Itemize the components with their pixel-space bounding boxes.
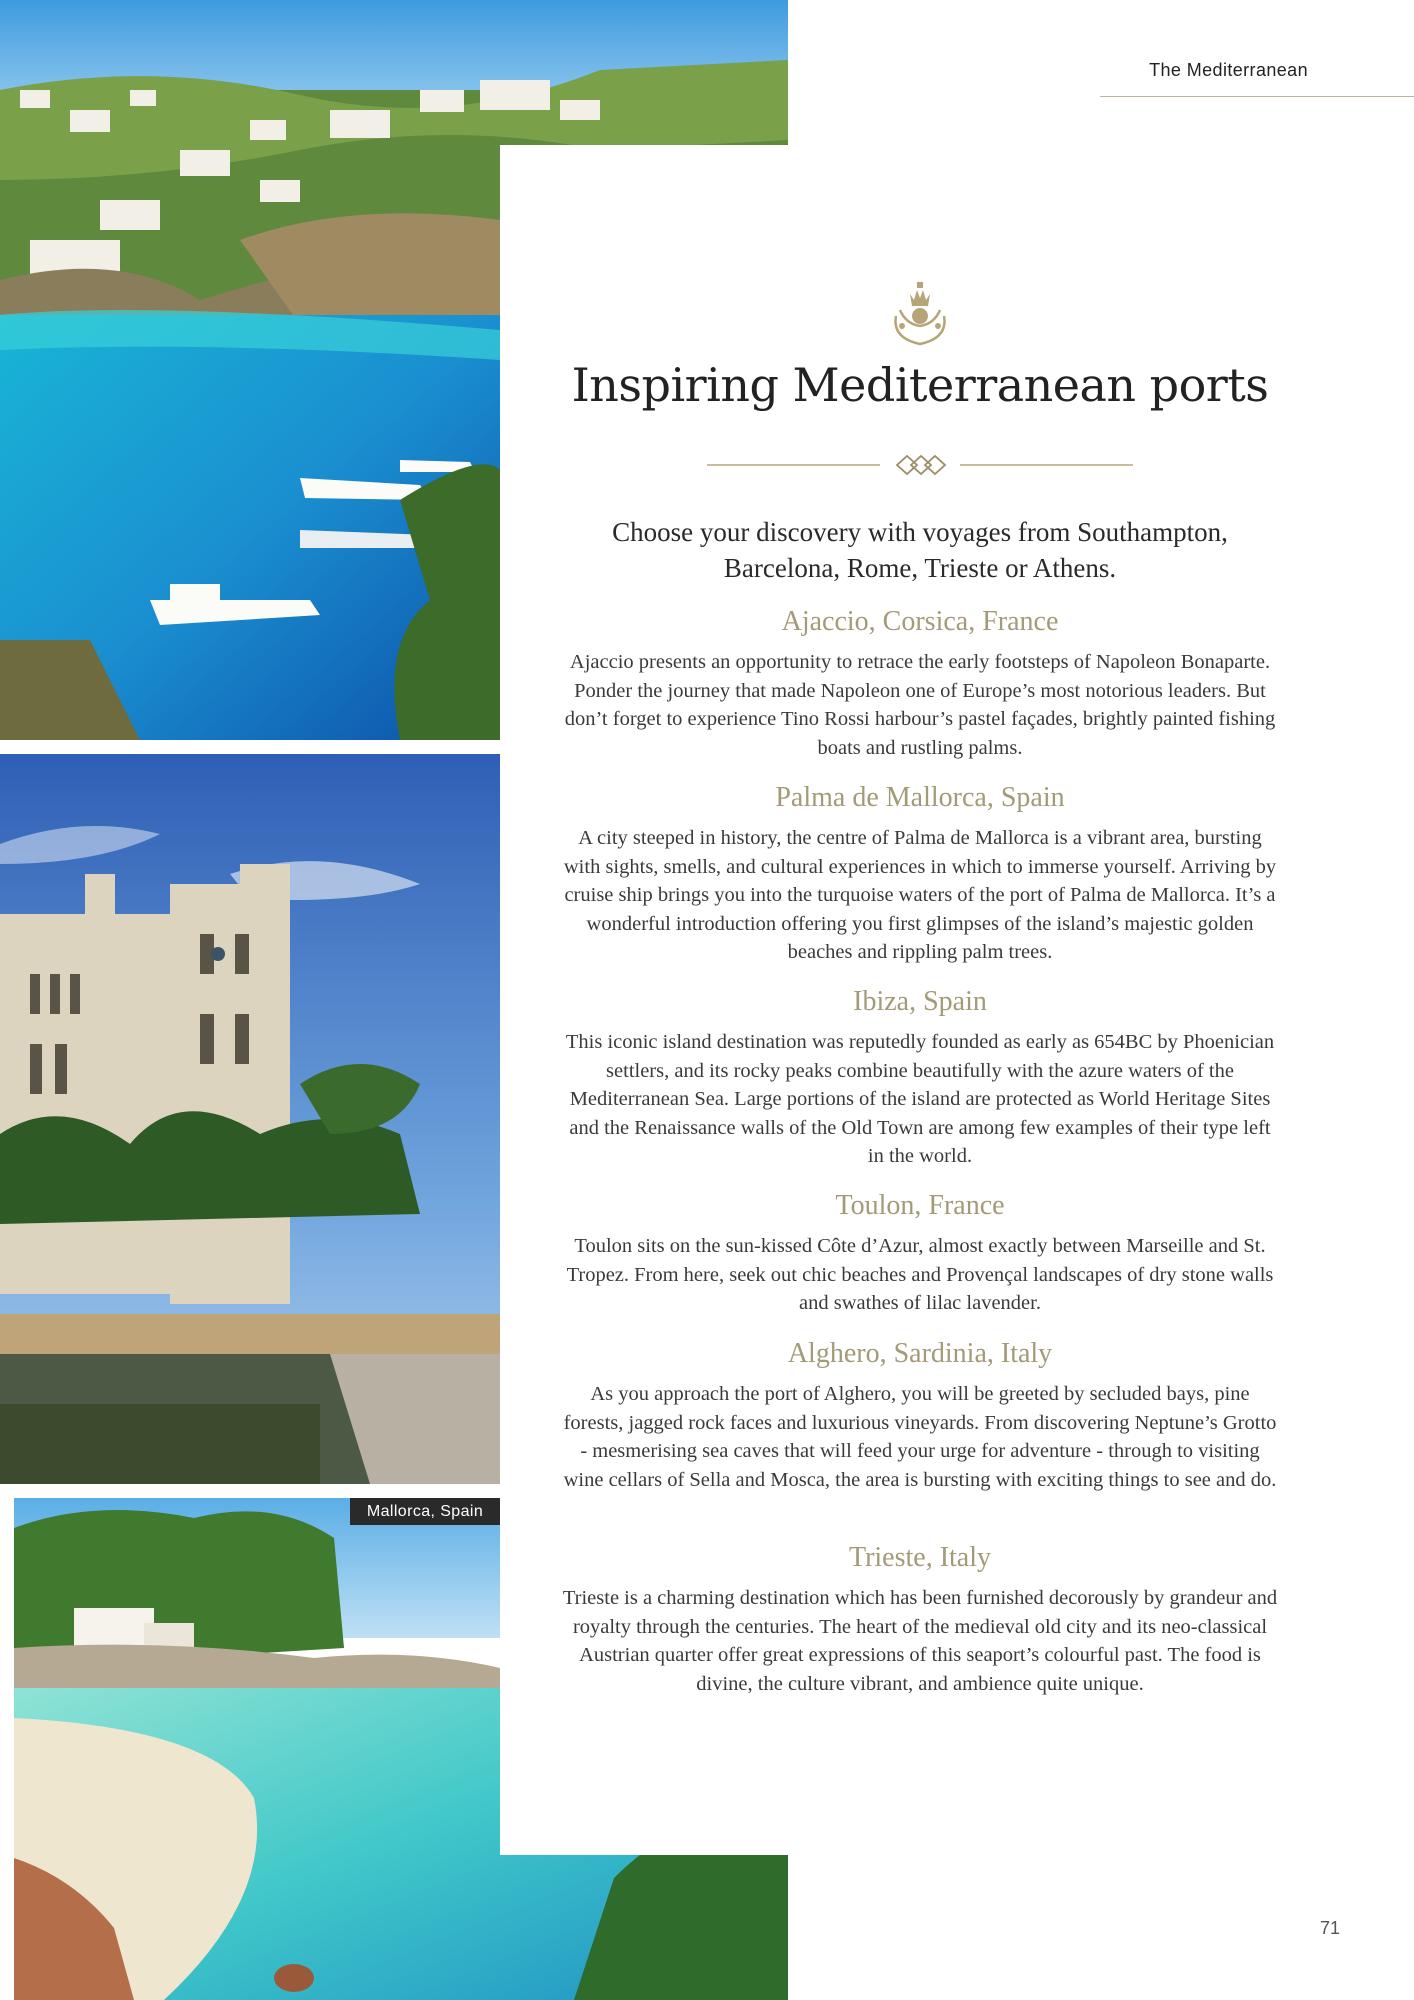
- port-description: Trieste is a charming destination which has been furnished decorously by grandeur and royalty through the centuries. The heart of the medieval old city and its neo-classical Austrian quarter offer great expressions of this seaport’s colourful past. The food is divine, the culture vibrant, and ambience quite unique.: [562, 1587, 1278, 1695]
- castle-photo: [0, 754, 500, 1484]
- port-toulon: [560, 1190, 1280, 1318]
- crest-icon: [884, 280, 956, 350]
- port-heading: Toulon, France: [835, 1190, 1005, 1221]
- page-title: Inspiring Mediterranean ports: [571, 358, 1269, 412]
- intro-text: Choose your discovery with voyages from Southampton, Barcelona, Rome, Trieste or Athens.: [612, 517, 1228, 583]
- port-heading: Ibiza, Spain: [853, 986, 987, 1017]
- port-description: As you approach the port of Alghero, you will be greeted by secluded bays, pine forests, jagged rock faces and luxurious vineyards. From discovering Neptune’s Grotto - mesmerising sea caves that will feed your urge for adventure - through to visiting wine cellars of Sella and Mosca, the area is bursting with exciting things to see and do.: [563, 1383, 1277, 1491]
- port-trieste: [560, 1542, 1280, 1698]
- section-label: The Mediterranean: [1149, 60, 1308, 80]
- port-alghero: [560, 1338, 1280, 1494]
- port-ajaccio: [560, 606, 1280, 762]
- divider-ornament: [705, 452, 1135, 478]
- photo-caption: Mallorca, Spain: [350, 1498, 500, 1525]
- port-heading: Ajaccio, Corsica, France: [781, 606, 1059, 637]
- port-description: This iconic island destination was reputedly founded as early as 654BC by Phoenician settlers, and its rocky peaks combine beautifully with the azure waters of the Mediterranean Sea. Large portions of the island are protected as World Heritage Sites and the Renaissance walls of the Old Town are among few examples of their type left in the world.: [565, 1031, 1275, 1167]
- port-heading: Palma de Mallorca, Spain: [775, 782, 1065, 813]
- port-description: Ajaccio presents an opportunity to retrace the early footsteps of Napoleon Bonaparte. Ponder the journey that made Napoleon one of Europe’s most notorious leaders. But don’t forget to experience Tino Rossi harbour’s pastel façades, brightly painted fishing boats and rustling palms.: [564, 651, 1276, 759]
- page-number: 71: [1320, 1918, 1341, 1938]
- section-rule: [1100, 96, 1414, 97]
- port-palma: [560, 782, 1280, 967]
- port-heading: Alghero, Sardinia, Italy: [787, 1338, 1053, 1369]
- port-heading: Trieste, Italy: [848, 1542, 992, 1573]
- port-description: Toulon sits on the sun-kissed Côte d’Azur, almost exactly between Marseille and St. Tropez. From here, seek out chic beaches and Provençal landscapes of dry stone walls and swathes of lilac lavender.: [566, 1235, 1274, 1314]
- port-description: A city steeped in history, the centre of Palma de Mallorca is a vibrant area, bursting with sights, smells, and cultural experiences in which to immerse yourself. Arriving by cruise ship brings you into the turquoise waters of the port of Palma de Mallorca. It’s a wonderful introduction offering you first glimpses of the island’s majestic golden beaches and rippling palm trees.: [563, 827, 1277, 963]
- port-ibiza: [560, 986, 1280, 1171]
